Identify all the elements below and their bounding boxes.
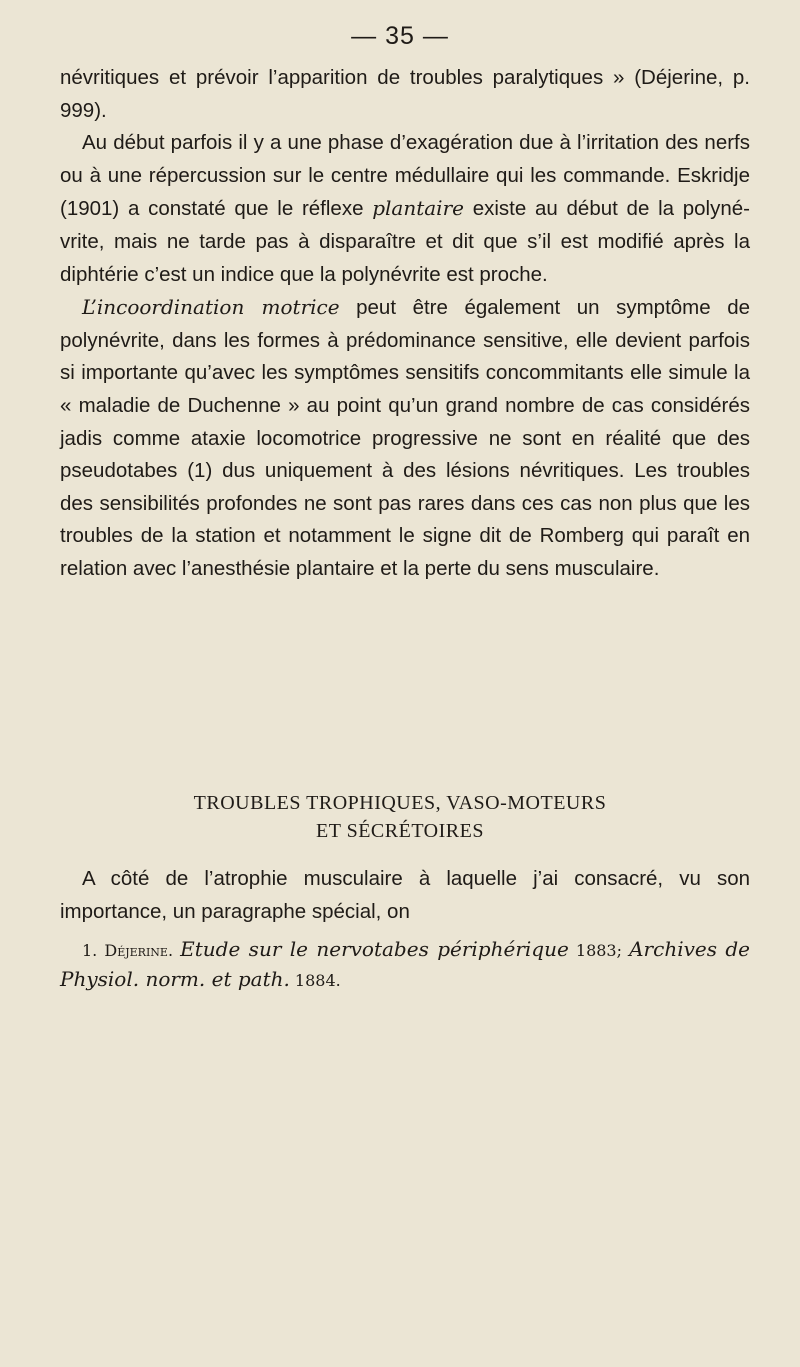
footnote bbox=[60, 935, 750, 995]
paragraph-2 bbox=[60, 127, 750, 291]
section-heading-line-1: TROUBLES TROPHIQUES, VASO-MOTEURS bbox=[193, 792, 607, 814]
footnote-year: 1884. bbox=[289, 971, 341, 990]
paragraph-3-text: peut être également un symptôme de polynévrite, dans les formes à prédominance sensitive, elle devient parfois si importante qu’avec les symptômes sensitifs concommitants elle simule la « maladie de Duchenne » au point qu’un grand nombre de cas considérés jadis comme ataxie locomotrice progressive ne sont en réalité que des pseudotabes (1) dus uniquement à des lésions névritiques. Les troubles des sensibilités profondes ne sont pas rares dans ces cas non plus que les troubles de la station et notamment le signe dit de Romberg qui paraît en relation avec l’anesthésie plantaire et la perte du sens musculaire. bbox=[60, 296, 750, 580]
footnote-journal: Archives de Physiol. norm. et path. bbox=[60, 937, 750, 991]
footnote-mid: 1883; bbox=[568, 941, 630, 960]
paragraph-2-part-a: Au début parfois il y a une phase d’exagération due à l’irritation des nerfs ou à une répercussion sur le centre médullaire qui les commande. Eskridje (1901) a constaté que le réflexe bbox=[60, 131, 750, 221]
footnote-author: Déjerine. bbox=[104, 941, 174, 960]
paragraph-4: A côté de l’atrophie musculaire à laquelle j’ai consacré, vu son importance, un paragraphe spécial, on bbox=[60, 867, 750, 923]
section-text bbox=[60, 862, 750, 928]
paragraph-2-part-b: existe au début de la polynévrite, mais ne tarde pas à disparaître et dit que s’il est modifié après la diphtérie c’est un indice que la polynévrite est proche. bbox=[60, 197, 750, 286]
page-number: — 35 — bbox=[351, 22, 449, 50]
main-text bbox=[60, 62, 750, 586]
footnote-1 bbox=[60, 935, 750, 995]
paragraph-1: névritiques et prévoir l’apparition de troubles paralytiques » (Déjerine, p. 999). bbox=[60, 66, 750, 122]
section-heading-line-2: ET SÉCRÉTOIRES bbox=[316, 820, 484, 842]
paragraph-3 bbox=[60, 291, 750, 585]
paragraph-3-italic: L’incoordination motrice bbox=[82, 295, 340, 320]
footnote-marker: 1. bbox=[82, 941, 98, 960]
footnote-title: Etude sur le nervotabes périphérique bbox=[180, 937, 569, 961]
paragraph-2-italic: plantaire bbox=[372, 196, 464, 221]
